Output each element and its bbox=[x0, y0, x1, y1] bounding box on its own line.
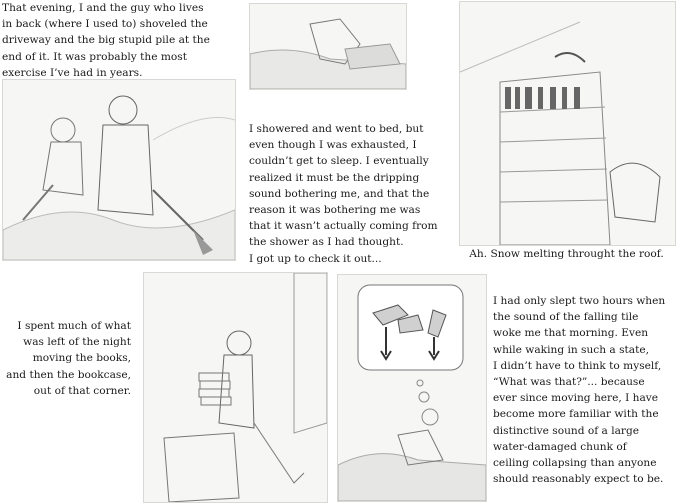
caption-sleepless: I showered and went to bed, but even though I was exhausted, I couldn’t get to sleep. I eventually realized it must be the dripping sound bothering me, and that the reason it was bothering me was that it wasn’t actually coming from the shower as I had thought. I got up to check it out... bbox=[249, 123, 438, 265]
panel-shoveling-art bbox=[2, 79, 236, 261]
panel-bed-art bbox=[249, 3, 407, 90]
caption-moving-books: I spent much of what was left of the night moving the books, and then the bookcase, out of that corner. bbox=[6, 320, 131, 397]
panel-leak-art bbox=[459, 1, 676, 246]
shoveling-illustration-icon bbox=[3, 80, 235, 260]
panel-dream-art bbox=[337, 274, 487, 502]
sleeping-illustration-icon bbox=[250, 4, 406, 89]
moving-books-illustration-icon bbox=[144, 273, 327, 502]
caption-falling-tile: I had only slept two hours when the sound of the falling tile woke me that morning. Even while waking in such a state, I didn’t have to think to myself, “What was that?”... because ever since moving here, I have become more familiar with the distinctive sound of a large water-damaged chunk of ceiling collapsing than anyone should reasonably expect to be. bbox=[493, 295, 666, 486]
leaking-roof-illustration-icon bbox=[460, 2, 675, 245]
falling-tile-dream-illustration-icon bbox=[338, 275, 486, 501]
panel-moving-books-art bbox=[143, 272, 328, 503]
caption-shoveling: That evening, I and the guy who lives in back (where I used to) shoveled the driveway and the big stupid pile at the end of it. It was probably the most exercise I’ve had in years. bbox=[2, 2, 210, 79]
caption-snow-melting: Ah. Snow melting throught the roof. bbox=[469, 248, 664, 260]
